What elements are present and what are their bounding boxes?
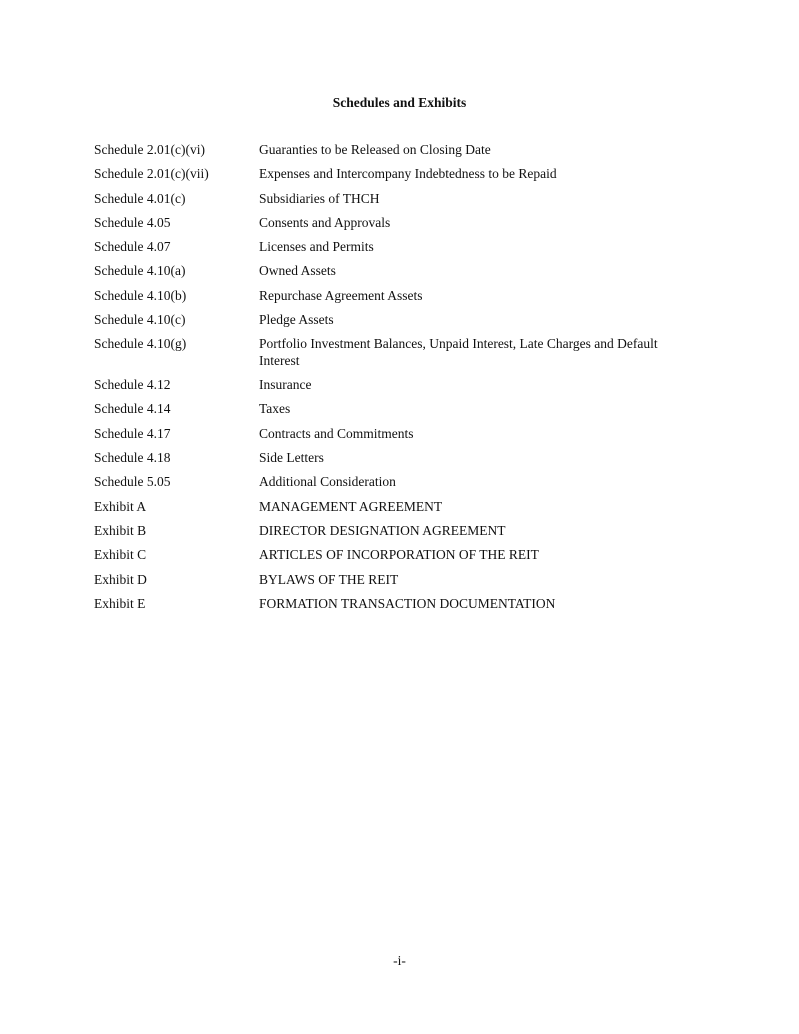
entry-description: ARTICLES OF INCORPORATION OF THE REIT — [259, 547, 539, 563]
entry-reference: Exhibit B — [94, 522, 147, 538]
list-item — [94, 215, 714, 232]
entry-description: Owned Assets — [259, 263, 336, 279]
entry-reference: Schedule 5.05 — [94, 474, 171, 490]
entry-description: Guaranties to be Released on Closing Date — [259, 142, 491, 157]
entry-reference: Schedule 4.07 — [94, 239, 171, 255]
entry-description: Contracts and Commitments — [259, 425, 414, 441]
entry-reference: Exhibit E — [94, 595, 146, 611]
list-item — [94, 474, 714, 491]
entry-reference: Schedule 2.01(c)(vi) — [94, 142, 205, 157]
entry-reference: Exhibit D — [94, 571, 147, 587]
list-item — [94, 596, 714, 613]
entry-reference: Schedule 4.01(c) — [94, 190, 186, 206]
list-item — [94, 547, 714, 564]
list-item — [94, 401, 714, 418]
entry-description: Repurchase Agreement Assets — [259, 287, 423, 303]
entry-description: BYLAWS OF THE REIT — [259, 571, 399, 587]
list-item — [94, 191, 714, 208]
entry-description: Portfolio Investment Balances, Unpaid Interest, Late Charges and Default Interest — [259, 336, 658, 368]
entry-reference: Schedule 4.14 — [94, 401, 171, 417]
entry-description: MANAGEMENT AGREEMENT — [259, 498, 443, 514]
entry-description: Additional Consideration — [259, 474, 396, 490]
list-item — [94, 499, 714, 516]
entry-reference: Schedule 2.01(c)(vii) — [94, 166, 209, 182]
entry-reference: Schedule 4.17 — [94, 425, 171, 441]
entry-description: Side Letters — [259, 450, 324, 466]
list-item — [94, 523, 714, 540]
list-item — [94, 377, 714, 394]
entry-description: DIRECTOR DESIGNATION AGREEMENT — [259, 522, 506, 538]
entry-description: Taxes — [259, 401, 291, 417]
entry-reference: Schedule 4.12 — [94, 377, 171, 393]
list-item — [94, 239, 714, 256]
entry-description: Licenses and Permits — [259, 239, 374, 255]
list-item — [94, 426, 714, 443]
entry-reference: Schedule 4.10(c) — [94, 312, 186, 328]
entry-description: FORMATION TRANSACTION DOCUMENTATION — [259, 595, 556, 611]
entry-description: Consents and Approvals — [259, 214, 391, 230]
list-item — [94, 312, 714, 329]
entry-reference: Schedule 4.18 — [94, 450, 171, 466]
page-number: -i- — [393, 953, 406, 968]
list-item — [94, 166, 714, 183]
schedule-exhibit-list — [94, 142, 714, 620]
entry-reference: Schedule 4.10(a) — [94, 263, 186, 279]
entry-reference: Schedule 4.10(g) — [94, 336, 187, 352]
entry-description: Pledge Assets — [259, 312, 334, 328]
entry-description: Insurance — [259, 377, 312, 393]
page-title: Schedules and Exhibits — [332, 95, 467, 110]
list-item — [94, 263, 714, 280]
entry-reference: Exhibit A — [94, 498, 147, 514]
list-item — [94, 288, 714, 305]
list-item — [94, 572, 714, 589]
list-item — [94, 336, 714, 369]
entry-description: Expenses and Intercompany Indebtedness to be Repaid — [259, 166, 557, 182]
entry-description: Subsidiaries of THCH — [259, 190, 380, 206]
entry-reference: Schedule 4.05 — [94, 214, 171, 230]
list-item — [94, 142, 714, 159]
entry-reference: Schedule 4.10(b) — [94, 287, 187, 303]
entry-reference: Exhibit C — [94, 547, 147, 563]
list-item — [94, 450, 714, 467]
